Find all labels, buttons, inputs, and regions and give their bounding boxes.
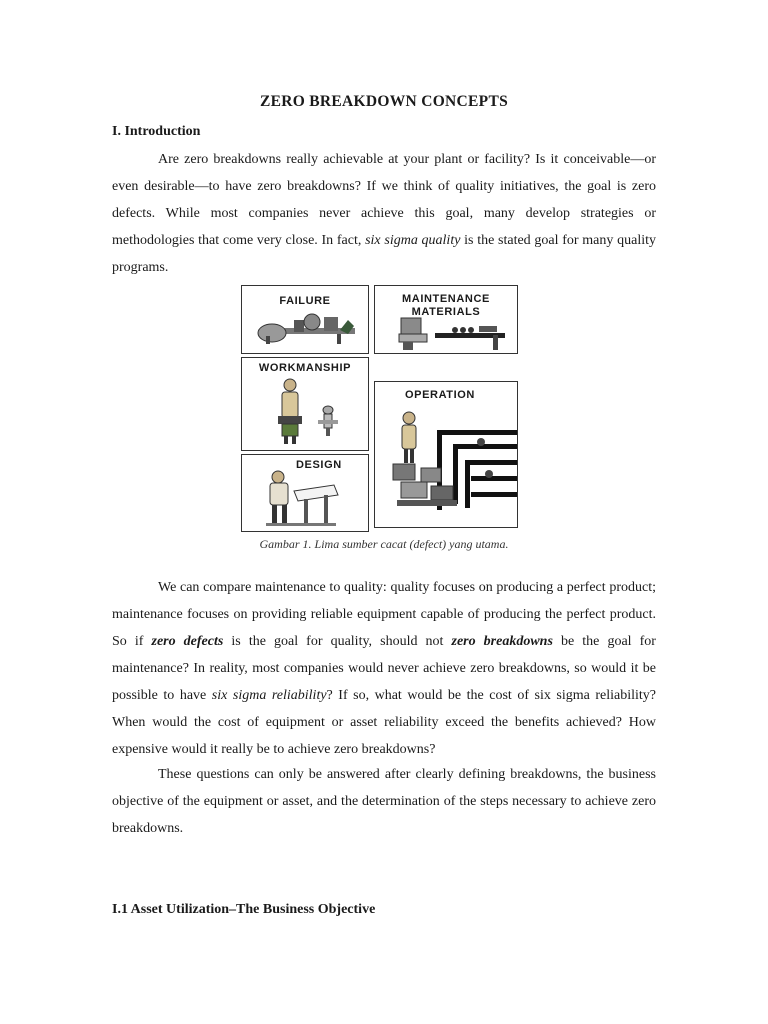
- broken-machine-illustration: [242, 286, 368, 353]
- designer-at-table-illustration: [242, 455, 368, 531]
- panel-failure: [241, 285, 369, 354]
- panel-operation-label: OPERATION: [405, 389, 475, 401]
- document-title: ZERO BREAKDOWN CONCEPTS: [259, 93, 509, 110]
- panel-failure-label: FAILURE: [279, 295, 331, 307]
- panel-operation: [374, 381, 518, 528]
- panel-workmanship-label: WORKMANSHIP: [258, 362, 352, 374]
- pump-and-pipe-illustration: [375, 286, 517, 353]
- operator-piping-illustration: [375, 382, 517, 527]
- zero-defects-term: zero defects: [151, 634, 224, 649]
- paragraph2-part4: ? If so, what would be the cost of six sigma reliability? When would the cost of equipment or asset reliability exceed the benefits achieved? How expensive would it really be to achieve zero breakdowns?: [112, 688, 656, 757]
- paragraph2-part2: is the goal for quality, should not: [223, 634, 452, 649]
- paragraph2-part3: be the goal for maintenance? In reality, most companies would never achieve zero breakdowns, so would it be possible to have: [112, 634, 656, 703]
- six-sigma-quality-term: six sigma quality: [365, 233, 461, 248]
- panel-maintenance-label-line1: MAINTENANCE: [402, 293, 490, 305]
- paragraph-intro-tail: is the stated goal for many quality programs.: [112, 233, 656, 275]
- section-heading-introduction: I. Introduction: [112, 124, 201, 139]
- worker-illustration: [242, 358, 368, 450]
- paragraph2-part1: We can compare maintenance to quality: quality focuses on producing a perfect product; maintenance focuses on providing reliable equipment capable of producing the perfect product. So if: [112, 580, 656, 649]
- six-sigma-reliability-term: six sigma reliability: [211, 688, 327, 703]
- panel-workmanship: [241, 357, 369, 451]
- paragraph-intro: [112, 146, 656, 281]
- panel-design: [241, 454, 369, 532]
- paragraph-intro-text: Are zero breakdowns really achievable at your plant or facility? Is it conceivable—or even desirable—to have zero breakdowns? If we think of quality initiatives, the goal is zero defects. While most companies never achieve this goal, many develop strategies or methodologies that come very close. In fact,: [112, 152, 656, 248]
- paragraph3-text: These questions can only be answered after clearly defining breakdowns, the business objective of the equipment or asset, and the determination of the steps necessary to achieve zero breakdowns.: [112, 767, 656, 836]
- subsection-heading-asset-utilization: I.1 Asset Utilization–The Business Objective: [112, 902, 376, 917]
- paragraph-questions: [112, 761, 656, 842]
- panel-maintenance-materials: [374, 285, 518, 354]
- zero-breakdowns-term: zero breakdowns: [451, 634, 553, 649]
- panel-design-label: DESIGN: [296, 459, 342, 471]
- figure-caption: Gambar 1. Lima sumber cacat (defect) yang utama.: [259, 537, 509, 551]
- panel-maintenance-label-line2: MATERIALS: [411, 306, 481, 318]
- figure-defect-sources: [240, 284, 520, 530]
- paragraph-maintenance-quality: [112, 574, 656, 763]
